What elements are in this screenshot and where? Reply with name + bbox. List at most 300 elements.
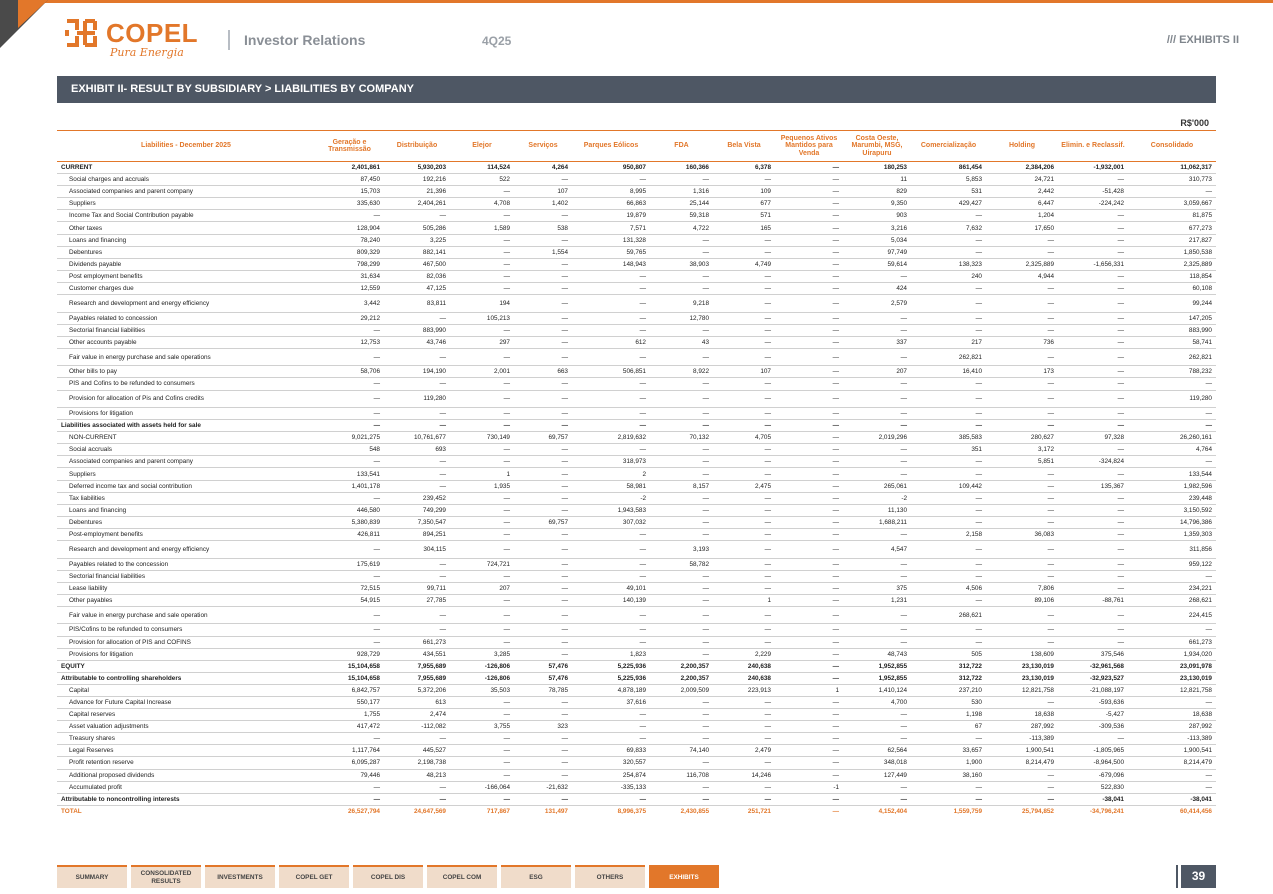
table-cell: 304,115 (384, 541, 450, 559)
tab-copel-get[interactable]: COPEL GET (279, 865, 349, 888)
table-row (57, 295, 1216, 313)
table-cell: — (572, 324, 650, 336)
table-cell: — (650, 174, 713, 186)
table-cell: — (713, 246, 775, 258)
table-cell: — (572, 378, 650, 390)
table-cell: — (572, 733, 650, 745)
table-cell: — (713, 312, 775, 324)
table-cell: 43,746 (384, 336, 450, 348)
table-cell: — (315, 324, 384, 336)
table-cell: — (514, 456, 572, 468)
table-cell: 16,410 (911, 366, 986, 378)
table-cell: — (1058, 282, 1128, 294)
row-label: Suppliers (57, 198, 315, 210)
table-row (57, 258, 1216, 270)
column-header: FDA (650, 131, 713, 162)
column-header: Serviços (514, 131, 572, 162)
table-cell: -113,389 (1128, 733, 1216, 745)
table-cell: 131,328 (572, 234, 650, 246)
table-cell: — (450, 324, 514, 336)
table-cell: — (911, 594, 986, 606)
table-cell: 127,449 (843, 769, 911, 781)
units-label: R$'000 (1180, 118, 1209, 128)
table-cell: — (514, 757, 572, 769)
table-cell: — (911, 295, 986, 313)
table-cell: — (911, 781, 986, 793)
table-cell: 35,503 (450, 684, 514, 696)
table-cell: 97,749 (843, 246, 911, 258)
row-label: Loans and financing (57, 234, 315, 246)
table-cell: 1,952,855 (843, 660, 911, 672)
table-cell: — (1058, 444, 1128, 456)
table-cell: — (986, 312, 1058, 324)
table-cell: — (450, 282, 514, 294)
table-cell: 59,765 (572, 246, 650, 258)
table-cell: — (713, 516, 775, 528)
table-cell: — (911, 558, 986, 570)
table-cell: — (315, 378, 384, 390)
table-cell: — (572, 558, 650, 570)
table-cell: — (650, 648, 713, 660)
table-cell: — (775, 558, 843, 570)
tab-investments[interactable]: INVESTMENTS (205, 865, 275, 888)
table-cell: — (514, 312, 572, 324)
table-cell: — (1058, 210, 1128, 222)
table-cell: — (650, 492, 713, 504)
table-cell: — (986, 234, 1058, 246)
table-cell: -113,389 (986, 733, 1058, 745)
table-cell: 661,273 (1128, 636, 1216, 648)
table-cell: — (450, 696, 514, 708)
table-cell: — (450, 504, 514, 516)
table-cell: 928,729 (315, 648, 384, 660)
table-cell: 38,160 (911, 769, 986, 781)
column-header: Geração e Transmissão (315, 131, 384, 162)
table-cell: — (775, 570, 843, 582)
tab-exhibits[interactable]: EXHIBITS (649, 865, 719, 888)
table-cell: -32,961,568 (1058, 660, 1128, 672)
tab-others[interactable]: OTHERS (575, 865, 645, 888)
table-cell: — (384, 210, 450, 222)
table-cell: — (650, 378, 713, 390)
table-cell: 1,401,178 (315, 480, 384, 492)
table-cell: 312,722 (911, 660, 986, 672)
row-label: Fair value in energy purchase and sale operation (57, 606, 315, 624)
table-cell: 385,583 (911, 432, 986, 444)
table-cell: — (986, 468, 1058, 480)
row-label: Fair value in energy purchase and sale operations (57, 348, 315, 366)
table-cell: — (450, 745, 514, 757)
table-row (57, 769, 1216, 781)
table-cell: 4,764 (1128, 444, 1216, 456)
table-cell: — (713, 528, 775, 540)
table-cell: — (986, 504, 1058, 516)
table-cell: — (843, 558, 911, 570)
table-row (57, 174, 1216, 186)
row-label: EQUITY (57, 660, 315, 672)
table-cell: 15,703 (315, 186, 384, 198)
column-header: Holding (986, 131, 1058, 162)
table-row (57, 186, 1216, 198)
table-cell: 2,474 (384, 709, 450, 721)
table-cell: 429,427 (911, 198, 986, 210)
table-cell: — (911, 624, 986, 636)
table-cell: — (713, 781, 775, 793)
row-label: Debentures (57, 246, 315, 258)
table-cell: — (1058, 174, 1128, 186)
table-cell: -335,133 (572, 781, 650, 793)
table-cell: -126,806 (450, 660, 514, 672)
table-cell: 2,384,206 (986, 162, 1058, 174)
table-cell: — (911, 636, 986, 648)
total-row (57, 805, 1216, 817)
table-cell: 1,559,759 (911, 805, 986, 817)
table-cell: — (713, 558, 775, 570)
table-cell: 240,638 (713, 660, 775, 672)
table-cell: — (775, 672, 843, 684)
table-cell: -324,824 (1058, 456, 1128, 468)
table-row (57, 757, 1216, 769)
table-cell: — (775, 378, 843, 390)
table-cell: — (775, 468, 843, 480)
table-cell: — (572, 348, 650, 366)
table-cell: 118,854 (1128, 270, 1216, 282)
table-cell: 505,286 (384, 222, 450, 234)
table-cell: 1,982,596 (1128, 480, 1216, 492)
table-cell: 446,580 (315, 504, 384, 516)
table-cell: — (1058, 558, 1128, 570)
table-cell: 29,212 (315, 312, 384, 324)
table-cell: — (514, 324, 572, 336)
table-cell: 25,144 (650, 198, 713, 210)
table-cell: — (450, 390, 514, 408)
table-cell: 749,299 (384, 504, 450, 516)
table-row (57, 660, 1216, 672)
row-label: Legal Reserves (57, 745, 315, 757)
column-header: Comercialização (911, 131, 986, 162)
table-cell: — (650, 624, 713, 636)
table-cell: — (514, 282, 572, 294)
table-cell: — (1058, 378, 1128, 390)
table-cell: 4,264 (514, 162, 572, 174)
table-cell: 119,280 (384, 390, 450, 408)
table-cell: — (1058, 312, 1128, 324)
table-cell: — (514, 234, 572, 246)
table-cell: — (775, 186, 843, 198)
table-cell: -593,636 (1058, 696, 1128, 708)
table-cell: 6,447 (986, 198, 1058, 210)
table-cell: — (713, 456, 775, 468)
table-cell: 72,515 (315, 582, 384, 594)
table-cell: 287,992 (986, 721, 1058, 733)
table-cell: — (775, 582, 843, 594)
table-cell: — (384, 733, 450, 745)
table-cell: — (1058, 420, 1128, 432)
table-cell: 417,472 (315, 721, 384, 733)
table-cell: — (514, 492, 572, 504)
column-header: Bela Vista (713, 131, 775, 162)
table-cell: — (775, 222, 843, 234)
table-cell: — (775, 636, 843, 648)
table-cell: — (650, 696, 713, 708)
table-cell: 14,796,386 (1128, 516, 1216, 528)
table-cell: 15,104,658 (315, 660, 384, 672)
table-cell: — (713, 582, 775, 594)
tab-copel-dis[interactable]: COPEL DIS (353, 865, 423, 888)
table-row (57, 733, 1216, 745)
table-cell: 8,922 (650, 366, 713, 378)
table-cell: 58,741 (1128, 336, 1216, 348)
table-cell: — (384, 348, 450, 366)
table-cell: 133,541 (315, 468, 384, 480)
table-cell: — (713, 624, 775, 636)
table-cell: — (775, 390, 843, 408)
table-cell: 57,476 (514, 672, 572, 684)
table-cell: — (775, 366, 843, 378)
table-cell: 1,900,541 (1128, 745, 1216, 757)
table-cell: — (713, 606, 775, 624)
table-cell: 62,564 (843, 745, 911, 757)
table-cell: 7,632 (911, 222, 986, 234)
tab-copel-com[interactable]: COPEL COM (427, 865, 497, 888)
table-cell: — (650, 606, 713, 624)
table-cell: — (843, 348, 911, 366)
table-cell: — (911, 504, 986, 516)
table-cell: — (1128, 570, 1216, 582)
tab-esg[interactable]: ESG (501, 865, 571, 888)
table-cell: — (775, 295, 843, 313)
tab-summary[interactable]: SUMMARY (57, 865, 127, 888)
table-cell: -309,536 (1058, 721, 1128, 733)
table-cell: 861,454 (911, 162, 986, 174)
table-cell: -38,041 (1058, 793, 1128, 805)
table-cell: 1,900 (911, 757, 986, 769)
table-cell: — (775, 733, 843, 745)
top-accent-bar (0, 0, 1273, 3)
table-cell: — (572, 541, 650, 559)
table-cell: — (986, 378, 1058, 390)
table-cell: — (514, 709, 572, 721)
table-row (57, 198, 1216, 210)
table-cell: — (1128, 769, 1216, 781)
table-cell: 798,299 (315, 258, 384, 270)
table-cell: — (384, 456, 450, 468)
table-cell: — (514, 504, 572, 516)
table-cell: — (650, 270, 713, 282)
row-label: Debentures (57, 516, 315, 528)
table-cell: — (843, 636, 911, 648)
table-cell: 894,251 (384, 528, 450, 540)
table-cell: 4,152,404 (843, 805, 911, 817)
table-cell: — (843, 606, 911, 624)
table-cell: 307,032 (572, 516, 650, 528)
table-cell: — (986, 295, 1058, 313)
table-cell: 8,157 (650, 480, 713, 492)
table-cell: — (315, 390, 384, 408)
table-cell: — (450, 516, 514, 528)
table-cell: — (450, 636, 514, 648)
table-cell: — (775, 793, 843, 805)
table-cell: — (775, 282, 843, 294)
table-cell: 3,193 (650, 541, 713, 559)
table-cell: — (911, 793, 986, 805)
table-cell: 717,867 (450, 805, 514, 817)
table-cell: — (911, 390, 986, 408)
table-cell: 25,794,852 (986, 805, 1058, 817)
table-cell: — (986, 408, 1058, 420)
table-cell: — (650, 324, 713, 336)
table-cell: — (1058, 336, 1128, 348)
table-cell: — (450, 769, 514, 781)
table-cell: — (911, 282, 986, 294)
table-cell: — (514, 378, 572, 390)
table-cell: 78,785 (514, 684, 572, 696)
table-cell: -5,427 (1058, 709, 1128, 721)
table-cell: — (1128, 696, 1216, 708)
table-cell: 9,350 (843, 198, 911, 210)
table-cell: — (775, 769, 843, 781)
table-cell: 337 (843, 336, 911, 348)
table-cell: 4,878,189 (572, 684, 650, 696)
liabilities-table (57, 130, 1216, 817)
table-cell: 2,325,889 (986, 258, 1058, 270)
table-cell: 4,506 (911, 582, 986, 594)
table-cell: — (775, 456, 843, 468)
table-cell: 2,019,296 (843, 432, 911, 444)
table-cell: — (315, 210, 384, 222)
table-cell: — (514, 582, 572, 594)
tab-consolidated-results[interactable]: CONSOLIDATED RESULTS (131, 865, 201, 888)
table-cell: 33,657 (911, 745, 986, 757)
table-cell: — (843, 420, 911, 432)
table-cell: — (911, 408, 986, 420)
table-cell: 3,216 (843, 222, 911, 234)
table-cell: — (650, 793, 713, 805)
table-cell: — (843, 456, 911, 468)
table-cell: 160,366 (650, 162, 713, 174)
row-label: Payables related to concession (57, 312, 315, 324)
table-cell: — (843, 781, 911, 793)
bottom-nav-tabs (57, 865, 719, 888)
row-label: Provisions for litigation (57, 408, 315, 420)
table-cell: 265,061 (843, 480, 911, 492)
table-cell: — (843, 709, 911, 721)
table-row (57, 684, 1216, 696)
table-cell: — (775, 432, 843, 444)
table-cell: 2,325,889 (1128, 258, 1216, 270)
table-cell: — (572, 606, 650, 624)
table-cell: 147,205 (1128, 312, 1216, 324)
table-cell: 6,095,287 (315, 757, 384, 769)
column-header: Elejor (450, 131, 514, 162)
table-cell: — (572, 270, 650, 282)
table-cell: — (1058, 246, 1128, 258)
table-cell: — (986, 516, 1058, 528)
table-cell: 36,083 (986, 528, 1058, 540)
table-cell: 9,021,275 (315, 432, 384, 444)
table-cell: 571 (713, 210, 775, 222)
table-cell: — (384, 781, 450, 793)
table-cell: — (514, 624, 572, 636)
table-cell: — (572, 420, 650, 432)
table-cell: — (450, 270, 514, 282)
table-cell: — (775, 504, 843, 516)
table-cell: — (514, 348, 572, 366)
table-cell: — (1058, 270, 1128, 282)
table-cell: — (986, 793, 1058, 805)
table-cell: — (450, 594, 514, 606)
table-cell: 280,627 (986, 432, 1058, 444)
table-cell: 505 (911, 648, 986, 660)
table-row (57, 516, 1216, 528)
table-cell: 7,955,689 (384, 660, 450, 672)
row-label: Accumulated profit (57, 781, 315, 793)
table-cell: 550,177 (315, 696, 384, 708)
table-cell: — (514, 696, 572, 708)
table-cell: — (775, 516, 843, 528)
table-cell: — (450, 757, 514, 769)
table-cell: — (650, 594, 713, 606)
table-cell: 434,551 (384, 648, 450, 660)
table-cell: 217 (911, 336, 986, 348)
table-cell: 312,722 (911, 672, 986, 684)
table-cell: — (843, 793, 911, 805)
table-cell: 48,743 (843, 648, 911, 660)
table-cell: 2,401,861 (315, 162, 384, 174)
table-cell: — (514, 745, 572, 757)
table-cell: — (843, 444, 911, 456)
row-label: CURRENT (57, 162, 315, 174)
table-cell: 18,638 (986, 709, 1058, 721)
table-cell: — (775, 210, 843, 222)
table-cell: 724,721 (450, 558, 514, 570)
table-cell: — (911, 492, 986, 504)
table-cell: -1,805,965 (1058, 745, 1128, 757)
table-cell: 133,544 (1128, 468, 1216, 480)
table-cell: — (713, 408, 775, 420)
row-label: Advance for Future Capital Increase (57, 696, 315, 708)
table-cell: — (384, 420, 450, 432)
table-cell: — (514, 270, 572, 282)
table-cell: 2,475 (713, 480, 775, 492)
column-header: Distribuição (384, 131, 450, 162)
table-cell: — (775, 420, 843, 432)
table-cell: 3,150,592 (1128, 504, 1216, 516)
table-cell: — (650, 582, 713, 594)
table-cell: — (911, 541, 986, 559)
table-cell: — (713, 378, 775, 390)
table-cell: 1 (450, 468, 514, 480)
table-cell: 2,229 (713, 648, 775, 660)
table-cell: 5,851 (986, 456, 1058, 468)
table-cell: — (843, 570, 911, 582)
table-cell: 5,372,206 (384, 684, 450, 696)
table-cell: 375,546 (1058, 648, 1128, 660)
table-cell: — (450, 246, 514, 258)
table-row (57, 672, 1216, 684)
table-cell: 165 (713, 222, 775, 234)
row-label: Other taxes (57, 222, 315, 234)
row-label: Income Tax and Social Contribution payable (57, 210, 315, 222)
table-cell: 26,260,161 (1128, 432, 1216, 444)
table-cell: — (713, 295, 775, 313)
table-cell: — (1058, 733, 1128, 745)
table-cell: — (986, 636, 1058, 648)
table-cell: 2,430,855 (650, 805, 713, 817)
table-cell: 318,973 (572, 456, 650, 468)
table-cell: — (650, 721, 713, 733)
table-cell: 21,396 (384, 186, 450, 198)
